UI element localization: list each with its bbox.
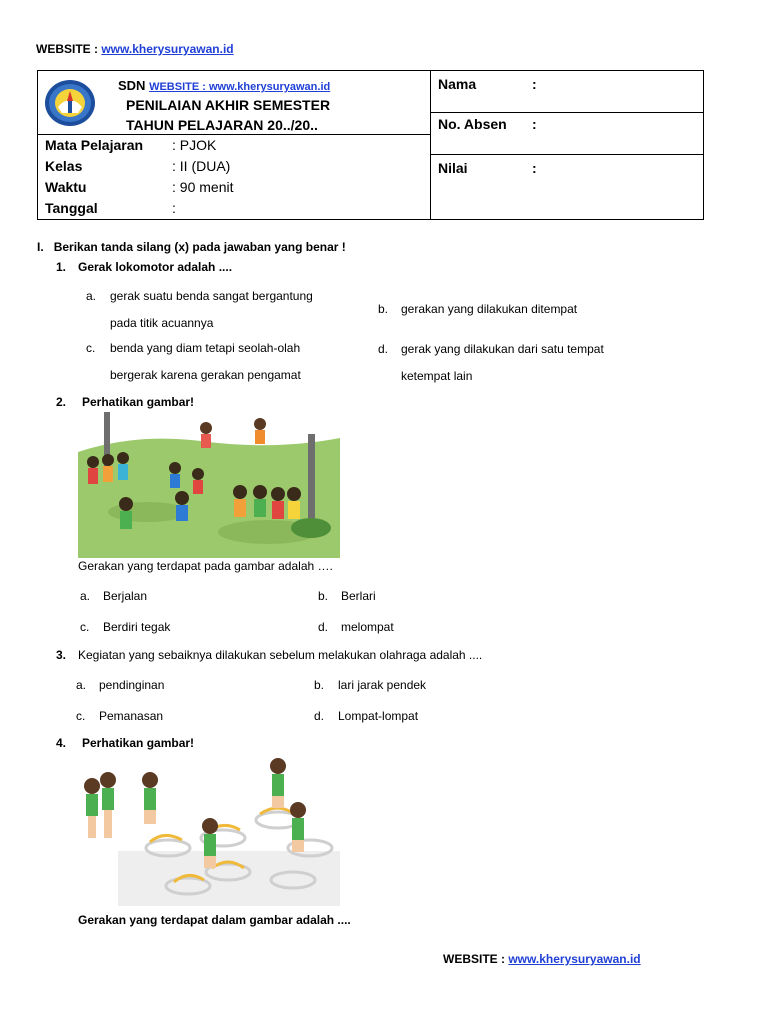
question-2-text: Perhatikan gambar! [82, 395, 195, 409]
q1-option-b-letter: b. [378, 302, 389, 316]
question-4-text: Perhatikan gambar! [82, 736, 195, 750]
q2-option-d-letter: d. [318, 620, 329, 634]
class-label: Kelas [45, 158, 83, 174]
q1-option-c-letter: c. [86, 341, 96, 355]
q2-option-b-letter: b. [318, 589, 329, 603]
question-2-number: 2. [56, 395, 67, 409]
name-field-colon: : [532, 76, 537, 92]
question-4-caption: Gerakan yang terdapat dalam gambar adalah .... [78, 913, 351, 927]
q1-option-d-line2: ketempat lain [401, 369, 473, 383]
header-divider-left [38, 134, 430, 135]
q2-option-d-text: melompat [341, 620, 394, 634]
q1-option-c-line1: benda yang diam tetapi seolah-olah [110, 341, 301, 355]
bottom-website [443, 952, 641, 966]
duration-label: Waktu [45, 179, 87, 195]
q3-option-a-text: pendinginan [99, 678, 165, 692]
class-value: : II (DUA) [172, 158, 231, 174]
q2-option-a-text: Berjalan [103, 589, 148, 603]
header-website-link[interactable]: WEBSITE : www.kherysuryawan.id [149, 81, 331, 93]
section-text: Berikan tanda silang (x) pada jawaban yang benar ! [53, 240, 346, 254]
q3-option-b-letter: b. [314, 678, 325, 692]
top-website-prefix: WEBSITE : [36, 42, 102, 56]
q1-option-d-letter: d. [378, 342, 389, 356]
date-value: : [172, 200, 176, 216]
section-number: I. [37, 240, 44, 254]
children-hopping-illustration [78, 756, 340, 906]
children-running-illustration [78, 412, 340, 558]
q3-option-c-text: Pemanasan [99, 709, 164, 723]
q3-option-d-letter: d. [314, 709, 325, 723]
header-divider-vertical [430, 71, 431, 219]
question-2-caption: Gerakan yang terdapat pada gambar adalah …. [78, 559, 333, 573]
header-divider-right-1 [430, 112, 704, 113]
q2-option-c-text: Berdiri tegak [103, 620, 171, 634]
question-3-number: 3. [56, 648, 67, 662]
subject-value: : PJOK [172, 137, 217, 153]
q1-option-b-text: gerakan yang dilakukan ditempat [401, 302, 578, 316]
q3-option-a-letter: a. [76, 678, 87, 692]
school-year: TAHUN PELAJARAN 20../20.. [126, 117, 318, 133]
attendance-number-colon: : [532, 116, 537, 132]
question-3-text: Kegiatan yang sebaiknya dilakukan sebelum melakukan olahraga adalah .... [78, 648, 483, 662]
q2-option-a-letter: a. [80, 589, 91, 603]
q1-option-a-letter: a. [86, 289, 97, 303]
q2-option-c-letter: c. [80, 620, 90, 634]
name-field-label: Nama [438, 76, 477, 92]
duration-value: : 90 menit [172, 179, 234, 195]
subject-label: Mata Pelajaran [45, 137, 144, 153]
exam-title: PENILAIAN AKHIR SEMESTER [126, 97, 331, 113]
question-1-number: 1. [56, 260, 67, 274]
school-logo-icon [44, 79, 96, 127]
q3-option-c-letter: c. [76, 709, 86, 723]
exam-header-table [37, 70, 704, 220]
section-instruction [37, 240, 346, 254]
score-label: Nilai [438, 160, 468, 176]
date-label: Tanggal [45, 200, 98, 216]
header-divider-right-2 [430, 154, 704, 155]
q1-option-d-line1: gerak yang dilakukan dari satu tempat [401, 342, 604, 356]
top-website [36, 42, 234, 56]
q3-option-d-text: Lompat-lompat [338, 709, 419, 723]
school-name-line [118, 78, 330, 93]
bottom-website-prefix: WEBSITE : [443, 952, 509, 966]
q1-option-a-line1: gerak suatu benda sangat bergantung [110, 289, 313, 303]
top-website-link[interactable]: www.kherysuryawan.id [101, 42, 234, 56]
question-4-number: 4. [56, 736, 67, 750]
bottom-website-link[interactable]: www.kherysuryawan.id [508, 952, 641, 966]
question-1-text: Gerak lokomotor adalah .... [78, 260, 233, 274]
attendance-number-label: No. Absen [438, 116, 507, 132]
score-colon: : [532, 160, 537, 176]
q3-option-b-text: lari jarak pendek [338, 678, 427, 692]
q2-option-b-text: Berlari [341, 589, 376, 603]
school-label: SDN [118, 78, 146, 93]
q1-option-c-line2: bergerak karena gerakan pengamat [110, 368, 301, 382]
q1-option-a-line2: pada titik acuannya [110, 316, 214, 330]
